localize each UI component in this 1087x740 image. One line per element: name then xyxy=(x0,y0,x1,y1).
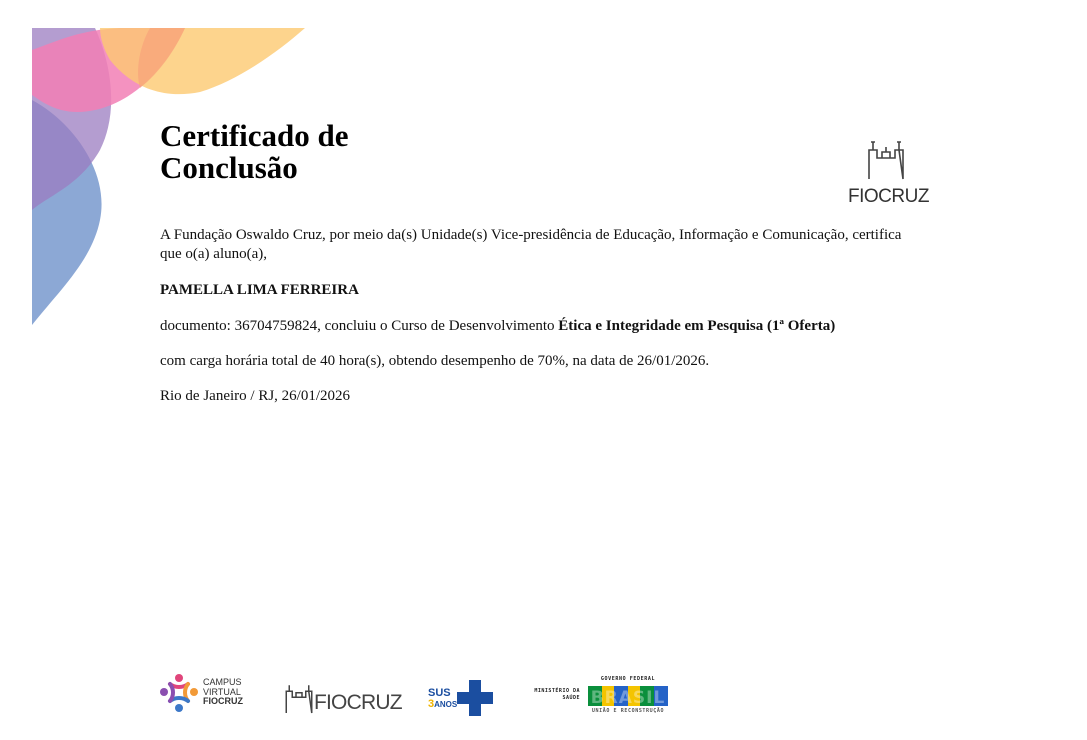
fiocruz-castle-icon xyxy=(284,682,314,714)
sus-anos: ANOS xyxy=(434,700,458,709)
title-line-1: Certificado de xyxy=(160,118,349,153)
sus-label: SUS xyxy=(428,687,451,699)
fiocruz-logo xyxy=(848,138,929,207)
fiocruz-footer-wordmark: FIOCRUZ xyxy=(314,691,402,714)
campus-virtual-text xyxy=(203,678,243,707)
sus-number: 3 xyxy=(428,698,435,710)
ministerio-text xyxy=(526,688,580,702)
title-line-2: Conclusão xyxy=(160,150,298,185)
brasil-text: BRASIL xyxy=(590,688,666,708)
intro-text: A Fundação Oswaldo Cruz, por meio da(s) Unidade(s) Vice-presidência de Educação, Informação e Comunicação, certifica que o(a) aluno(a), xyxy=(160,227,902,262)
course-name: Ética e Integridade em Pesquisa (1ª Oferta) xyxy=(558,318,836,334)
certificate-title xyxy=(160,120,349,184)
document-line xyxy=(160,317,920,336)
sus-logo xyxy=(428,672,498,718)
fiocruz-footer-logo xyxy=(284,672,402,718)
virtual-line: VIRTUAL xyxy=(203,686,241,697)
campus-line: CAMPUS xyxy=(203,677,242,687)
place-date: Rio de Janeiro / RJ, 26/01/2026 xyxy=(160,388,350,404)
student-name: PAMELLA LIMA FERREIRA xyxy=(160,282,359,298)
fiocruz-line: FIOCRUZ xyxy=(203,696,243,706)
governo-federal-text: GOVERNO FEDERAL xyxy=(600,676,656,682)
campus-virtual-logo xyxy=(158,672,258,718)
sus-text xyxy=(428,688,457,710)
campus-virtual-people-icon xyxy=(158,672,200,716)
governo-federal-logo xyxy=(526,672,676,718)
document-prefix: documento: 36704759824, concluiu o Curso de Desenvolvimento xyxy=(160,318,559,334)
fiocruz-wordmark: FIOCRUZ xyxy=(848,186,929,207)
uniao-reconstrucao-text: UNIÃO E RECONSTRUÇÃO xyxy=(591,708,665,714)
hours-line: com carga horária total de 40 hora(s), obtendo desempenho de 70%, na data de 26/01/2026. xyxy=(160,353,710,369)
certificate-body xyxy=(160,226,920,406)
ministerio-line-2: SAÚDE xyxy=(562,695,580,701)
ministerio-line-1: MINISTÉRIO DA xyxy=(534,688,580,694)
brasil-wordmark xyxy=(588,684,668,708)
sus-cross-icon xyxy=(457,680,493,716)
fiocruz-castle-icon xyxy=(866,138,906,180)
